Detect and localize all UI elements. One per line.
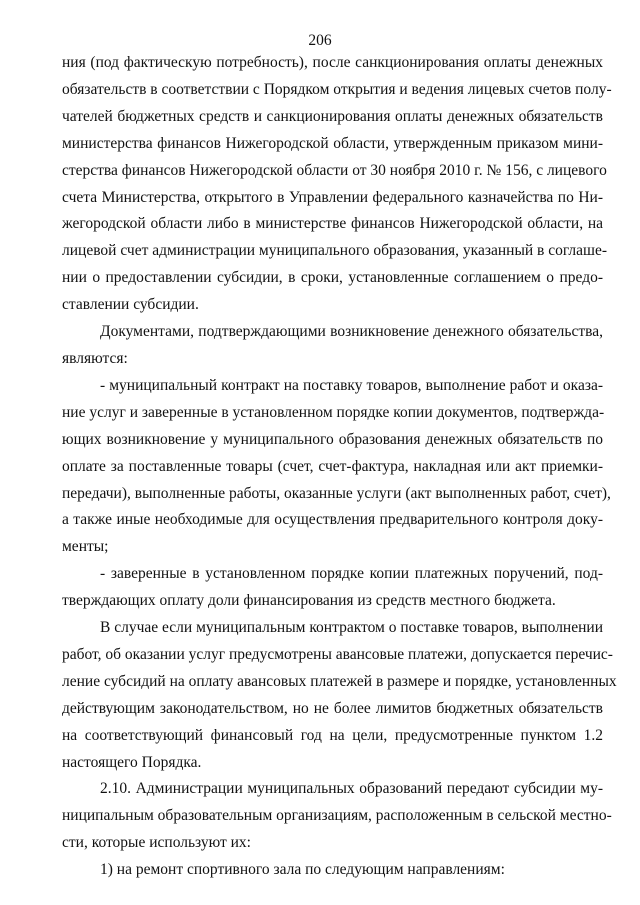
text-line: менты; (62, 538, 109, 556)
text-line: - заверенные в установленном порядке копии платежных поручений, под- (100, 565, 603, 583)
text-line: Документами, подтверждающими возникновение денежного обязательства, (100, 323, 603, 341)
text-line: - муниципальный контракт на поставку товаров, выполнение работ и оказа- (100, 376, 603, 394)
document-body (62, 50, 617, 884)
text-line: сти, которые используют их: (62, 834, 251, 852)
text-line: ниципальным образовательным организациям, расположенным в сельской местно- (62, 807, 612, 825)
text-line: счета Министерства, открытого в Управлении федерального казначейства по Ни- (62, 188, 603, 206)
text-line: обязательств в соответствии с Порядком открытия и ведения лицевых счетов полу- (62, 80, 612, 98)
text-line: на соответствующий финансовый год на цели, предусмотренные пунктом 1.2 (62, 726, 603, 744)
text-line: тверждающих оплату доли финансирования из средств местного бюджета. (62, 592, 556, 610)
text-line: В случае если муниципальным контрактом о поставке товаров, выполнении (100, 619, 603, 637)
text-line: ния (под фактическую потребность), после санкционирования оплаты денежных (62, 54, 603, 71)
paragraph-section-2-10 (62, 776, 612, 857)
text-line: а также иные необходимые для осуществления предварительного контроля доку- (62, 511, 603, 529)
page-number: 206 (308, 32, 332, 49)
text-line: 1) на ремонт спортивного зала по следующим направлениям: (100, 861, 505, 879)
text-line: оплате за поставленные товары (счет, счет-фактура, накладная или акт приемки- (62, 457, 603, 475)
text-line: стерства финансов Нижегородской области от 30 ноября 2010 г. № 156, с лицевого (62, 161, 607, 179)
text-line: 2.10. Администрации муниципальных образований передают субсидии му- (100, 780, 603, 798)
paragraph-gym-repair (62, 857, 603, 884)
text-line: ставлении субсидии. (62, 296, 199, 314)
paragraph-payment-orders (62, 561, 603, 615)
text-line: ние услуг и заверенные в установленном порядке копии документов, подтвержда- (62, 403, 605, 421)
paragraph-municipal-contract (62, 373, 611, 561)
text-line: нии о предоставлении субсидии, в сроки, установленные соглашением о предо- (62, 269, 603, 287)
text-line: являются: (62, 349, 128, 367)
text-line: лицевой счет администрации муниципального образования, указанный в соглаше- (62, 242, 608, 260)
text-line: действующим законодательством, но не более лимитов бюджетных обязательств (62, 699, 603, 717)
paragraph-documents-intro (62, 319, 603, 373)
text-line: ющих возникновение у муниципального образования денежных обязательств по (62, 430, 603, 448)
text-line: передачи), выполненные работы, оказанные услуги (акт выполненных работ, счет), (62, 484, 611, 502)
text-line: чателей бюджетных средств и санкционирования оплаты денежных обязательств (62, 107, 603, 125)
paragraph-advance-payments (62, 615, 617, 776)
text-line: настоящего Порядка. (62, 753, 202, 771)
text-line: ление субсидий на оплату авансовых платежей в размере и порядке, установленных (62, 672, 617, 690)
text-line: министерства финансов Нижегородской области, утвержденным приказом мини- (62, 134, 603, 152)
text-line: жегородской области либо в министерстве финансов Нижегородской области, на (62, 215, 603, 233)
paragraph-disbursement (62, 50, 612, 319)
text-line: работ, об оказании услуг предусмотрены авансовые платежи, допускается перечис- (62, 645, 613, 663)
